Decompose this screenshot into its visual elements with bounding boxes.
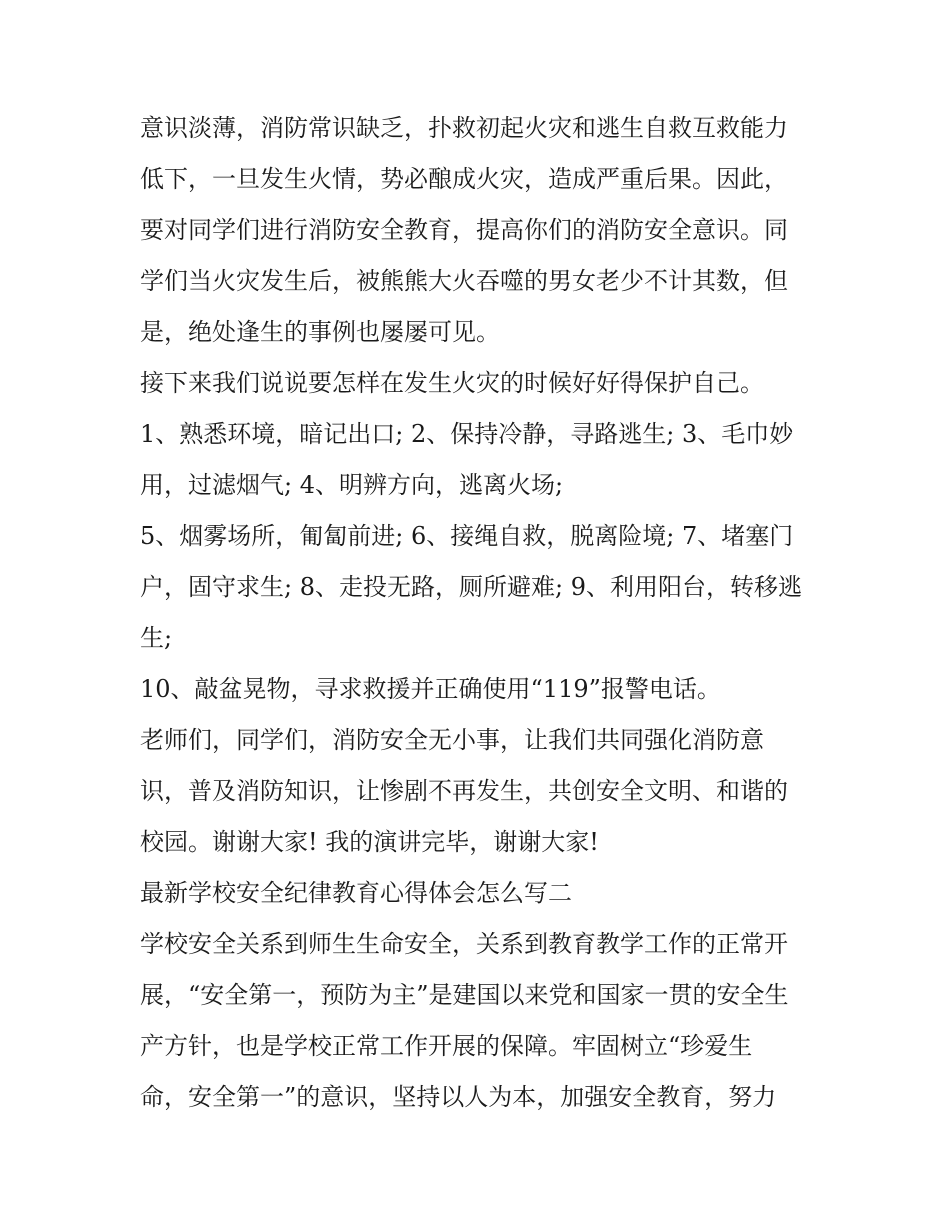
text-line: 是，绝处逢生的事例也屡屡可见。 [140,318,500,346]
text-line: 接下来我们说说要怎样在发生火灾的时候好好得保护自己。 [140,369,764,397]
text-line: 10、敲盆晃物，寻求救援并正确使用“119”报警电话。 [140,675,721,703]
text-line: 校园。谢谢大家! 我的演讲完毕，谢谢大家! [140,828,599,856]
text-line: 用，过滤烟气; 4、明辨方向，逃离火场; [140,471,564,499]
text-line: 5、烟雾场所，匍匐前进; 6、接绳自救，脱离险境; 7、堵塞门 [140,522,794,550]
text-line: 学校安全关系到师生生命安全，关系到教育教学工作的正常开 [140,930,788,958]
text-line: 产方针，也是学校正常工作开展的保障。牢固树立“珍爱生 [140,1032,753,1060]
text-line: 意识淡薄，消防常识缺乏，扑救初起火灾和逃生自救互救能力 [140,114,788,142]
text-line: 1、熟悉环境，暗记出口; 2、保持冷静，寻路逃生; 3、毛巾妙 [140,420,794,448]
text-line: 老师们，同学们，消防安全无小事，让我们共同强化消防意 [140,726,764,754]
text-line: 识，普及消防知识，让惨剧不再发生，共创安全文明、和谐的 [140,777,788,805]
text-line: 命，安全第一”的意识，坚持以人为本，加强安全教育，努力 [140,1083,777,1111]
text-line: 生; [140,624,173,652]
text-line: 低下，一旦发生火情，势必酿成火灾，造成严重后果。因此， [140,165,788,193]
text-line: 户，固守求生; 8、走投无路，厕所避难; 9、利用阳台，转移逃 [140,573,802,601]
text-line: 要对同学们进行消防安全教育，提高你们的消防安全意识。同 [140,216,788,244]
text-line: 展，“安全第一，预防为主”是建国以来党和国家一贯的安全生 [140,981,789,1009]
document-body [140,103,820,1123]
section-heading: 最新学校安全纪律教育心得体会怎么写二 [140,879,572,907]
text-line: 学们当火灾发生后，被熊熊大火吞噬的男女老少不计其数，但 [140,267,788,295]
